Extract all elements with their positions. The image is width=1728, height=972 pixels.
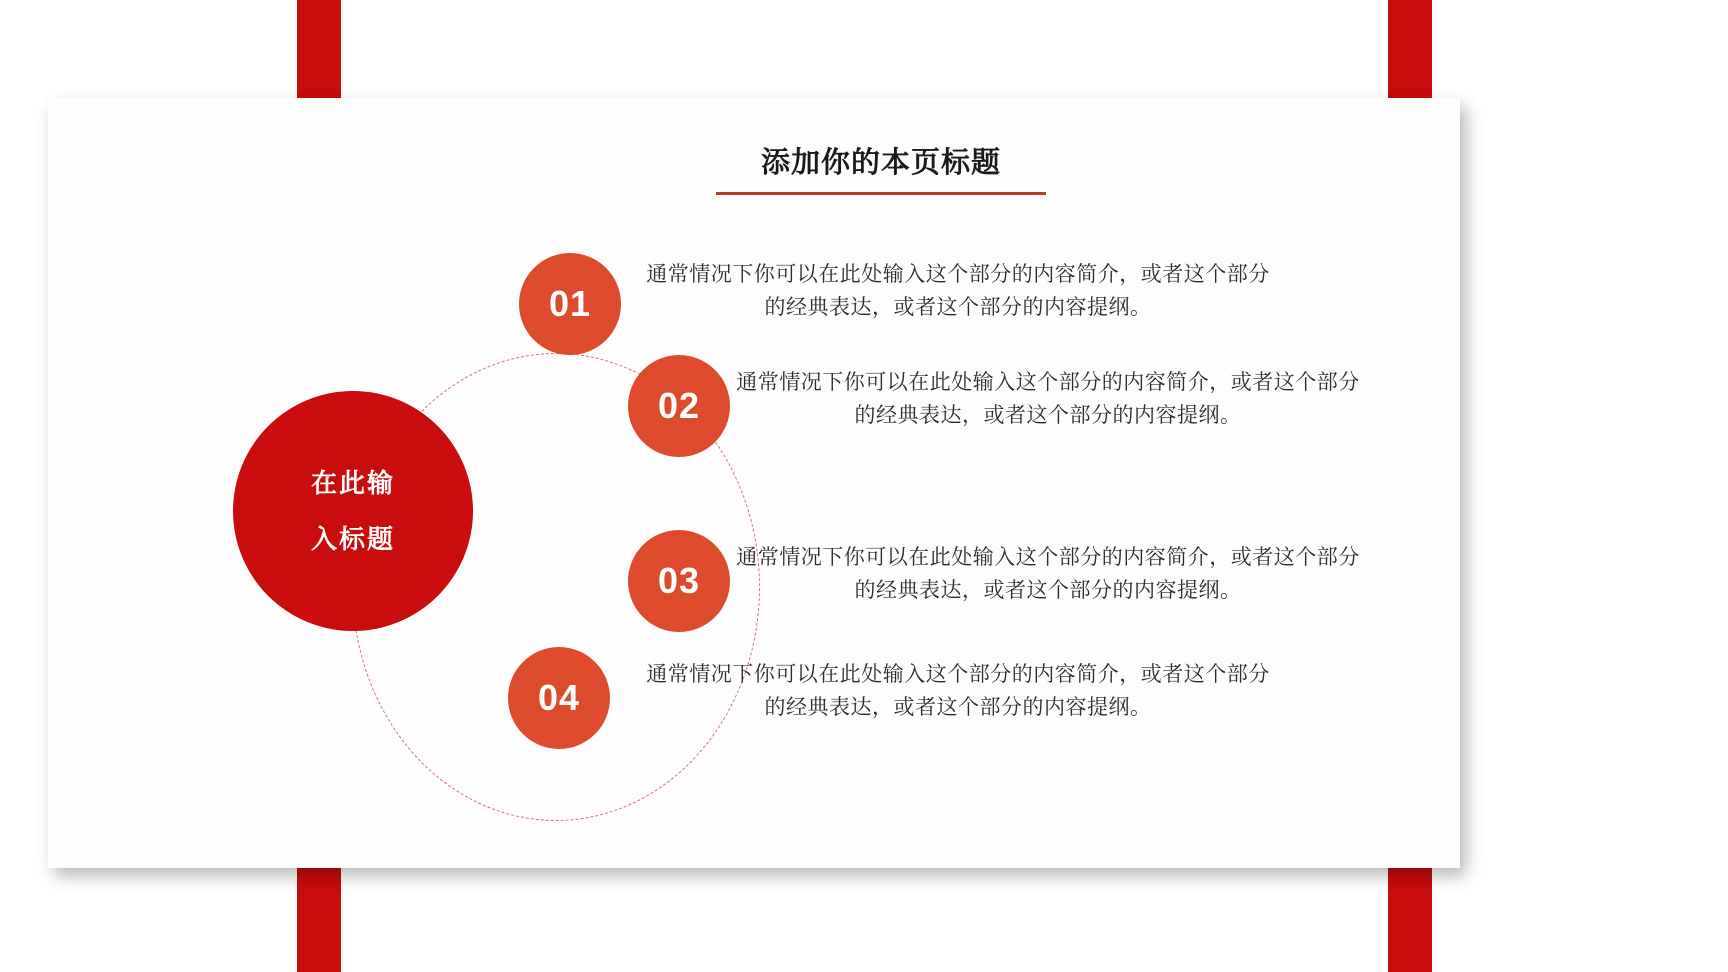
title-underline [716,192,1046,195]
step-number-01: 01 [548,283,592,324]
slide-card [48,98,1460,868]
page-title-text: 添加你的本页标题 [760,147,1001,179]
hub-line-2: 入标题 [310,524,395,554]
center-hub [233,391,473,631]
step-number-03: 03 [657,560,701,601]
step-description-04: 通常情况下你可以在此处输入这个部分的内容简介，或者这个部分的经典表达，或者这个部分的内容提纲。 [646,663,1270,719]
step-bubble-02[interactable] [628,355,730,457]
step-description-01: 通常情况下你可以在此处输入这个部分的内容简介，或者这个部分的经典表达，或者这个部分的内容提纲。 [646,263,1270,319]
step-bubble-01[interactable] [519,253,621,355]
page-title [716,143,1046,195]
hub-line-1: 在此输 [310,468,395,498]
step-bubble-04[interactable] [508,647,610,749]
step-description-02: 通常情况下你可以在此处输入这个部分的内容简介，或者这个部分的经典表达，或者这个部分的内容提纲。 [736,371,1360,427]
step-description-03: 通常情况下你可以在此处输入这个部分的内容简介，或者这个部分的经典表达，或者这个部分的内容提纲。 [736,546,1360,602]
step-number-02: 02 [657,385,701,426]
step-bubble-03[interactable] [628,530,730,632]
step-number-04: 04 [537,677,581,718]
